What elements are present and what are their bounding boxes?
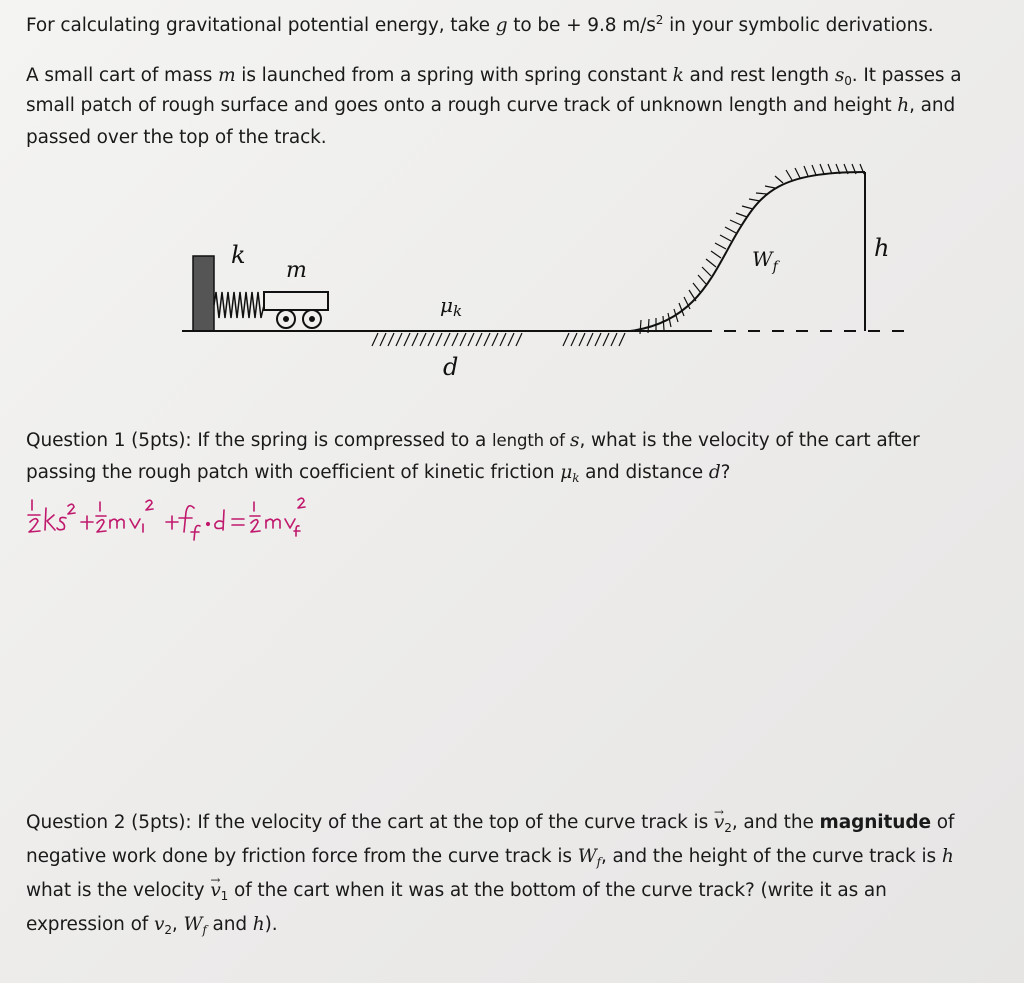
label-mu: $\mu_k$: [440, 293, 463, 320]
gravity-note: For calculating gravitational potential energy, take g to be + 9.8 $m/s^2$ in your symbolic derivations.: [26, 13, 934, 36]
label-k: k: [231, 241, 246, 269]
curve-track: [630, 172, 865, 331]
cart-wheel-left: [277, 310, 295, 328]
question-2-line-2: negative work done by friction force from the curve track is $W_f$, and the height of the curve track is h: [26, 846, 954, 869]
curve-track-hatch: [640, 164, 864, 334]
spring-wall: [193, 256, 214, 331]
cart-wheel-right: [303, 310, 321, 328]
handwritten-answer: [26, 488, 466, 548]
question-2-line-3: what is the velocity → $v_1$ of the cart when it was at the bottom of the curve track? (write it as an: [26, 879, 887, 903]
label-d: d: [443, 353, 459, 381]
question-1-line-2: passing the rough patch with coefficient of kinetic friction $\mu_k$ and distance d?: [26, 462, 731, 485]
label-m: m: [286, 258, 307, 283]
cart: [264, 292, 328, 310]
question-2-line-1: Question 2 (5pts): If the velocity of the cart at the top of the curve track is → $v_2$, and the magnitude of: [26, 811, 954, 835]
label-wf: $W_f$: [752, 247, 778, 275]
problem-intro-line-1: A small cart of mass m is launched from a spring with spring constant k and rest length $s_0$. It passes a: [26, 65, 962, 88]
problem-intro-line-3: passed over the top of the track.: [26, 127, 327, 148]
label-h: h: [874, 234, 890, 262]
rough-patch-hatch: [372, 333, 625, 346]
question-2-line-4: expression of $v_2$, $W_f$ and h).: [26, 914, 278, 937]
spring: [214, 292, 264, 318]
question-1-line-1: Question 1 (5pts): If the spring is compressed to a length of s, what is the velocity of the cart after: [26, 430, 920, 451]
problem-intro-line-2: small patch of rough surface and goes onto a rough curve track of unknown length and height h, and: [26, 95, 956, 116]
